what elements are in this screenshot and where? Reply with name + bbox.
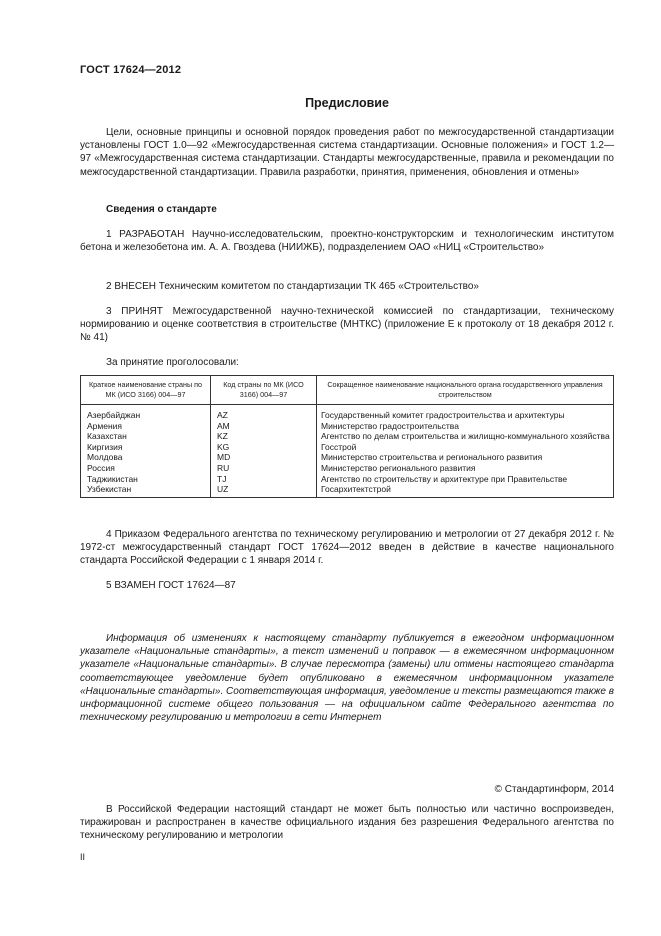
table-header-row (81, 376, 614, 405)
country-cell: Узбекистан (81, 484, 211, 497)
table-row (81, 405, 614, 421)
code-cell: TJ (211, 474, 317, 485)
column-header-code: Код страны по МК (ИСО 3166) 004—97 (211, 376, 317, 405)
code-cell: AZ (211, 405, 317, 421)
table-row (81, 484, 614, 497)
item-developed: 1 РАЗРАБОТАН Научно-исследовательским, проектно-конструкторским и технологическим институтом бетона и железобетона им. А. А. Гвоздева (НИИЖБ), подразделением ОАО «НИЦ «Строительство» (80, 229, 614, 254)
page-title: Предисловие (305, 96, 389, 110)
body-cell: Министерство регионального развития (317, 463, 614, 474)
body-cell: Агентство по делам строительства и жилищно-коммунального хозяйства (317, 431, 614, 442)
column-header-country: Краткое наименование страны по МК (ИСО 3166) 004—97 (81, 376, 211, 405)
page-number: II (80, 852, 86, 862)
item-submitted: 2 ВНЕСЕН Техническим комитетом по стандартизации ТК 465 «Строительство» (106, 281, 479, 292)
info-notice: Информация об изменениях к настоящему стандарту публикуется в ежегодном информационном указателе «Национальные стандарты», а текст изменений и поправок — в ежемесячном информационном указателе «Национальные стандарты». В случае пересмотра (замены) или отмены настоящего стандарта соответствующее уведомление будет опубликовано в ежемесячном информационном указателе «Национальные стандарты». Соответствующая информация, уведомление и тексты размещаются также в информационной системе общего пользования — на официальном сайте Федерального агентства по техническому регулированию и метрологии в сети Интернет (80, 633, 614, 724)
country-cell: Казахстан (81, 431, 211, 442)
code-cell: RU (211, 463, 317, 474)
body-cell: Госархитектстрой (317, 484, 614, 497)
country-cell: Молдова (81, 452, 211, 463)
body-cell: Агентство по строительству и архитектуре при Правительстве (317, 474, 614, 485)
country-cell: Россия (81, 463, 211, 474)
section-heading: Сведения о стандарте (106, 204, 217, 215)
item-adopted: 3 ПРИНЯТ Межгосударственной научно-технической комиссией по стандартизации, техническому нормированию и оценке соответствия в строительстве (МНТКС) (приложение Е к протоколу от 18 декабря 2012 г. № 41) (80, 306, 614, 344)
body-cell: Министерство градостроительства (317, 421, 614, 432)
table-row (81, 452, 614, 463)
body-cell: Госстрой (317, 442, 614, 453)
member-states-table (80, 375, 614, 498)
code-cell: MD (211, 452, 317, 463)
code-cell: KZ (211, 431, 317, 442)
body-cell: Министерство строительства и регионального развития (317, 452, 614, 463)
code-cell: UZ (211, 484, 317, 497)
vote-label: За принятие проголосовали: (106, 357, 239, 368)
column-header-body: Сокращенное наименование национального органа государственного управления строительством (317, 376, 614, 405)
copyright-notice: © Стандартинформ, 2014 (494, 784, 614, 795)
document-id: ГОСТ 17624—2012 (80, 64, 182, 76)
code-cell: AM (211, 421, 317, 432)
item-replaces: 5 ВЗАМЕН ГОСТ 17624—87 (106, 580, 236, 591)
code-cell: KG (211, 442, 317, 453)
item-enacted: 4 Приказом Федерального агентства по техническому регулированию и метрологии от 27 декабря 2012 г. № 1972-ст межгосударственный стандарт ГОСТ 17624—2012 введен в действие в качестве национального стандарта Российской Федерации с 1 января 2014 г. (80, 529, 614, 567)
table-row (81, 442, 614, 453)
country-cell: Киргизия (81, 442, 211, 453)
country-cell: Азербайджан (81, 405, 211, 421)
body-cell: Государственный комитет градостроительства и архитектуры (317, 405, 614, 421)
intro-paragraph: Цели, основные принципы и основной порядок проведения работ по межгосударственной стандартизации установлены ГОСТ 1.0—92 «Межгосударственная система стандартизации. Основные положения» и ГОСТ 1.2—97 «Межгосударственная система стандартизации. Стандарты межгосударственные, правила и рекомендации по межгосударственной стандартизации. Правила разработки, принятия, применения, обновления и отмены» (80, 127, 614, 178)
table-row (81, 463, 614, 474)
table-row (81, 431, 614, 442)
table-row (81, 474, 614, 485)
table-row (81, 421, 614, 432)
rights-notice: В Российской Федерации настоящий стандарт не может быть полностью или частично воспроизведен, тиражирован и распространен в качестве официального издания без разрешения Федерального агентства по техническому регулированию и метрологии (80, 804, 614, 842)
country-cell: Армения (81, 421, 211, 432)
country-cell: Таджикистан (81, 474, 211, 485)
